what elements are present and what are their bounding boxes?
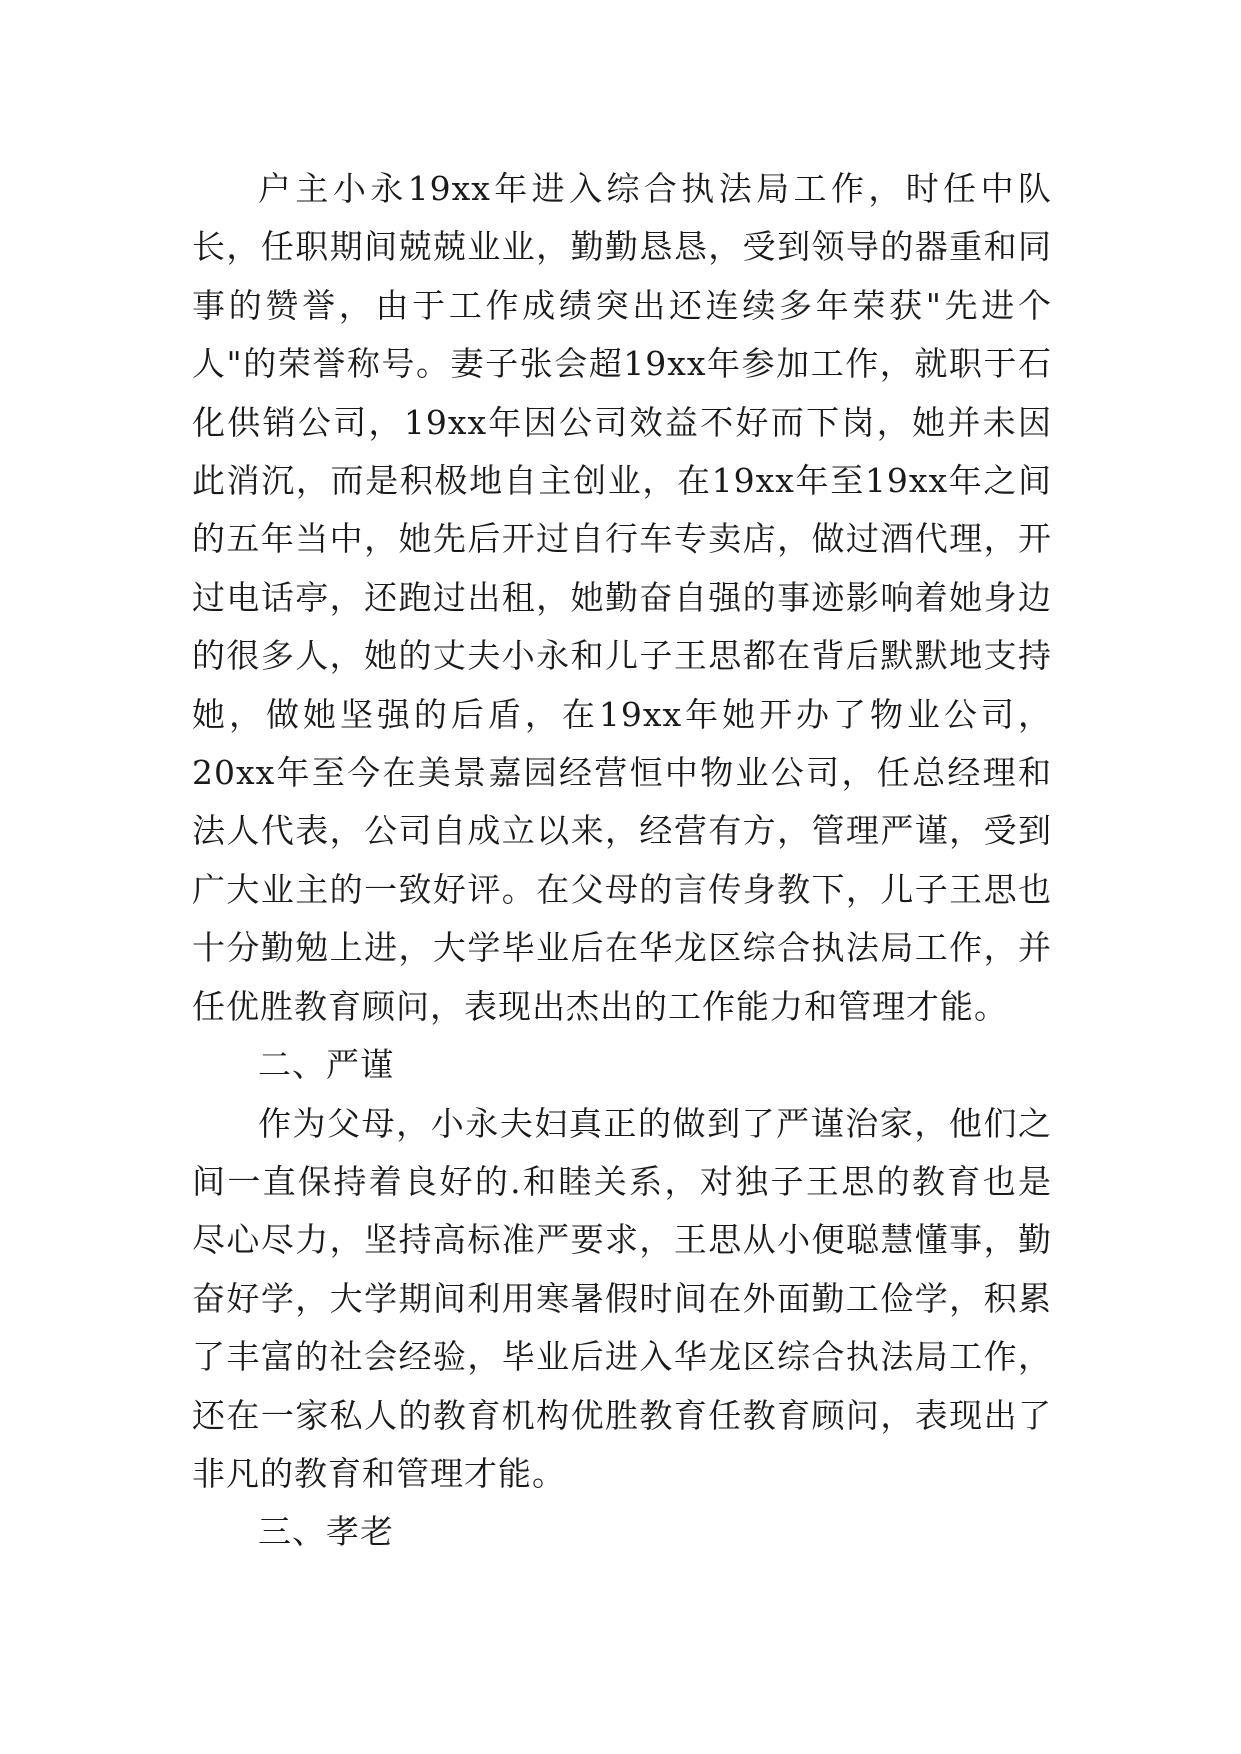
section-heading-rigor: 二、严谨: [258, 1045, 394, 1085]
document-body: [192, 160, 1052, 1562]
paragraph-rigor: 作为父母，小永夫妇真正的做到了严谨治家，他们之间一直保持着良好的.和睦关系，对独子王思的教育也是尽心尽力，坚持高标准严要求，王思从小便聪慧懂事，勤奋好学，大学期间利用寒暑假时间在外面勤工俭学，积累了丰富的社会经验，毕业后进入华龙区综合执法局工作，还在一家私人的教育机构优胜教育任教育顾问，表现出了非凡的教育和管理才能。: [192, 1103, 1052, 1493]
section-heading-filial-piety: 三、孝老: [258, 1512, 394, 1552]
paragraph-family-intro: 户主小永19xx年进入综合执法局工作，时任中队长，任职期间兢兢业业，勤勤恳恳，受到领导的器重和同事的赞誉，由于工作成绩突出还连续多年荣获"先进个人"的荣誉称号。妻子张会超19xx年参加工作，就职于石化供销公司，19xx年因公司效益不好而下岗，她并未因此消沉，而是积极地自主创业，在19xx年至19xx年之间的五年当中，她先后开过自行车专卖店，做过酒代理，开过电话亭，还跑过出租，她勤奋自强的事迹影响着她身边的很多人，她的丈夫小永和儿子王思都在背后默默地支持她，做她坚强的后盾，在19xx年她开办了物业公司，20xx年至今在美景嘉园经营恒中物业公司，任总经理和法人代表，公司自成立以来，经营有方，管理严谨，受到广大业主的一致好评。在父母的言传身教下，儿子王思也十分勤勉上进，大学毕业后在华龙区综合执法局工作，并任优胜教育顾问，表现出杰出的工作能力和管理才能。: [192, 169, 1052, 1026]
